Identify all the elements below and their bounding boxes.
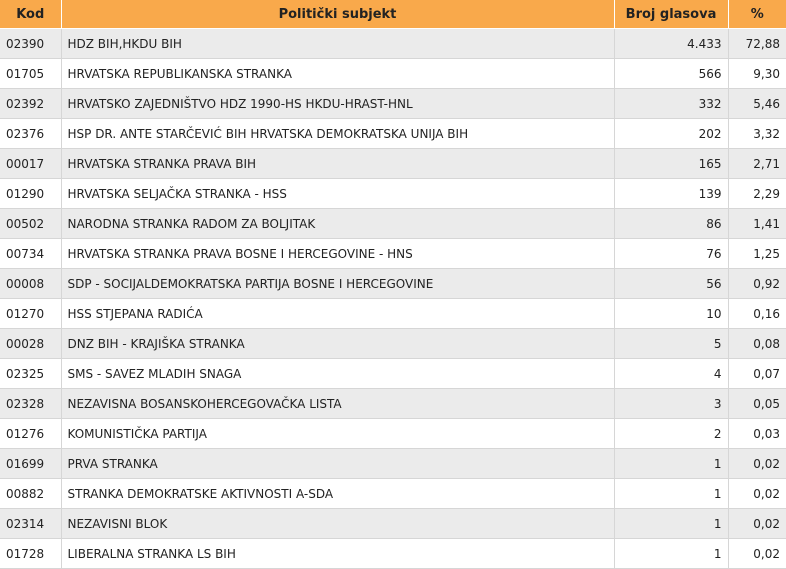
vote-count-cell: 1 bbox=[614, 509, 728, 539]
table-row bbox=[0, 359, 786, 389]
party-code-cell: 02390 bbox=[0, 29, 61, 59]
table-row bbox=[0, 179, 786, 209]
party-name-cell: SDP - SOCIJALDEMOKRATSKA PARTIJA BOSNE I HERCEGOVINE bbox=[61, 269, 614, 299]
party-name-cell: NARODNA STRANKA RADOM ZA BOLJITAK bbox=[61, 209, 614, 239]
table-row bbox=[0, 419, 786, 449]
vote-percent-cell: 0,16 bbox=[728, 299, 786, 329]
column-header-political-subject: Politički subjekt bbox=[61, 0, 614, 29]
party-code-cell: 02376 bbox=[0, 119, 61, 149]
table-row bbox=[0, 389, 786, 419]
vote-count-cell: 2 bbox=[614, 419, 728, 449]
vote-count-cell: 1 bbox=[614, 539, 728, 569]
vote-percent-cell: 0,08 bbox=[728, 329, 786, 359]
party-code-cell: 01270 bbox=[0, 299, 61, 329]
table-header bbox=[0, 0, 786, 29]
party-code-cell: 00734 bbox=[0, 239, 61, 269]
vote-count-cell: 332 bbox=[614, 89, 728, 119]
vote-count-cell: 4 bbox=[614, 359, 728, 389]
column-header-kod: Kod bbox=[0, 0, 61, 29]
party-name-cell: HRVATSKA REPUBLIKANSKA STRANKA bbox=[61, 59, 614, 89]
column-header-percent: % bbox=[728, 0, 786, 29]
vote-count-cell: 10 bbox=[614, 299, 728, 329]
party-name-cell: KOMUNISTIČKA PARTIJA bbox=[61, 419, 614, 449]
column-header-vote-count: Broj glasova bbox=[614, 0, 728, 29]
party-name-cell: HRVATSKA STRANKA PRAVA BIH bbox=[61, 149, 614, 179]
vote-percent-cell: 0,03 bbox=[728, 419, 786, 449]
table-row bbox=[0, 329, 786, 359]
vote-percent-cell: 0,02 bbox=[728, 509, 786, 539]
vote-percent-cell: 0,07 bbox=[728, 359, 786, 389]
header-row bbox=[0, 0, 786, 29]
party-code-cell: 00028 bbox=[0, 329, 61, 359]
vote-percent-cell: 0,02 bbox=[728, 449, 786, 479]
vote-percent-cell: 2,71 bbox=[728, 149, 786, 179]
vote-percent-cell: 0,02 bbox=[728, 479, 786, 509]
vote-count-cell: 86 bbox=[614, 209, 728, 239]
vote-percent-cell: 72,88 bbox=[728, 29, 786, 59]
vote-count-cell: 1 bbox=[614, 449, 728, 479]
party-name-cell: NEZAVISNI BLOK bbox=[61, 509, 614, 539]
table-body bbox=[0, 29, 786, 569]
vote-percent-cell: 0,05 bbox=[728, 389, 786, 419]
party-code-cell: 01276 bbox=[0, 419, 61, 449]
table-row bbox=[0, 149, 786, 179]
party-name-cell: HDZ BIH,HKDU BIH bbox=[61, 29, 614, 59]
party-code-cell: 02314 bbox=[0, 509, 61, 539]
vote-count-cell: 1 bbox=[614, 479, 728, 509]
vote-percent-cell: 1,25 bbox=[728, 239, 786, 269]
vote-count-cell: 139 bbox=[614, 179, 728, 209]
party-code-cell: 02325 bbox=[0, 359, 61, 389]
party-name-cell: HRVATSKA STRANKA PRAVA BOSNE I HERCEGOVINE - HNS bbox=[61, 239, 614, 269]
vote-count-cell: 5 bbox=[614, 329, 728, 359]
vote-percent-cell: 2,29 bbox=[728, 179, 786, 209]
table-row bbox=[0, 539, 786, 569]
vote-percent-cell: 3,32 bbox=[728, 119, 786, 149]
vote-count-cell: 56 bbox=[614, 269, 728, 299]
party-code-cell: 00008 bbox=[0, 269, 61, 299]
party-name-cell: HSP DR. ANTE STARČEVIĆ BIH HRVATSKA DEMOKRATSKA UNIJA BIH bbox=[61, 119, 614, 149]
party-name-cell: PRVA STRANKA bbox=[61, 449, 614, 479]
table-row bbox=[0, 509, 786, 539]
vote-percent-cell: 9,30 bbox=[728, 59, 786, 89]
party-code-cell: 01699 bbox=[0, 449, 61, 479]
table-row bbox=[0, 59, 786, 89]
party-code-cell: 01728 bbox=[0, 539, 61, 569]
table-row bbox=[0, 89, 786, 119]
party-code-cell: 00017 bbox=[0, 149, 61, 179]
vote-count-cell: 3 bbox=[614, 389, 728, 419]
table-row bbox=[0, 239, 786, 269]
party-code-cell: 01290 bbox=[0, 179, 61, 209]
vote-count-cell: 566 bbox=[614, 59, 728, 89]
table-row bbox=[0, 209, 786, 239]
party-name-cell: HRVATSKO ZAJEDNIŠTVO HDZ 1990-HS HKDU-HRAST-HNL bbox=[61, 89, 614, 119]
party-name-cell: HRVATSKA SELJAČKA STRANKA - HSS bbox=[61, 179, 614, 209]
vote-percent-cell: 0,92 bbox=[728, 269, 786, 299]
party-name-cell: SMS - SAVEZ MLADIH SNAGA bbox=[61, 359, 614, 389]
vote-count-cell: 165 bbox=[614, 149, 728, 179]
party-name-cell: LIBERALNA STRANKA LS BIH bbox=[61, 539, 614, 569]
vote-percent-cell: 0,02 bbox=[728, 539, 786, 569]
table-row bbox=[0, 29, 786, 59]
table-row bbox=[0, 119, 786, 149]
party-name-cell: HSS STJEPANA RADIĆA bbox=[61, 299, 614, 329]
table-row bbox=[0, 299, 786, 329]
vote-count-cell: 202 bbox=[614, 119, 728, 149]
party-code-cell: 00502 bbox=[0, 209, 61, 239]
vote-percent-cell: 1,41 bbox=[728, 209, 786, 239]
party-name-cell: STRANKA DEMOKRATSKE AKTIVNOSTI A-SDA bbox=[61, 479, 614, 509]
table-row bbox=[0, 479, 786, 509]
party-code-cell: 00882 bbox=[0, 479, 61, 509]
party-code-cell: 02392 bbox=[0, 89, 61, 119]
table-row bbox=[0, 449, 786, 479]
party-code-cell: 02328 bbox=[0, 389, 61, 419]
party-name-cell: DNZ BIH - KRAJIŠKA STRANKA bbox=[61, 329, 614, 359]
vote-percent-cell: 5,46 bbox=[728, 89, 786, 119]
vote-count-cell: 4.433 bbox=[614, 29, 728, 59]
vote-count-cell: 76 bbox=[614, 239, 728, 269]
party-code-cell: 01705 bbox=[0, 59, 61, 89]
table-row bbox=[0, 269, 786, 299]
party-name-cell: NEZAVISNA BOSANSKOHERCEGOVAČKA LISTA bbox=[61, 389, 614, 419]
